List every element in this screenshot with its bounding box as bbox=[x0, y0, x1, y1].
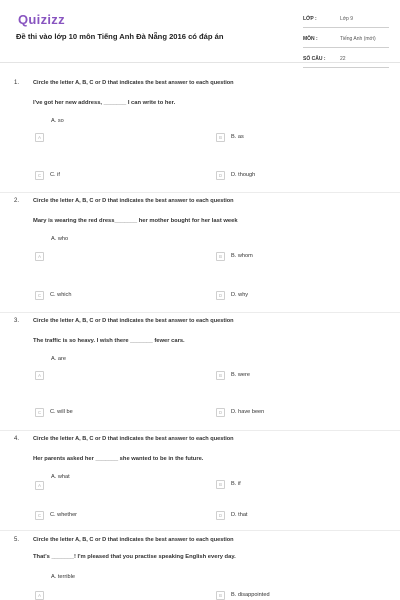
worksheet-header bbox=[0, 0, 400, 63]
worksheet-title: Đề thi vào lớp 10 môn Tiếng Anh Đà Nẵng 2016 có đáp án bbox=[16, 32, 224, 41]
answer-box-b[interactable]: B bbox=[216, 252, 225, 261]
meta-value: Tiếng Anh (mới) bbox=[340, 36, 376, 42]
answer-box-b[interactable]: B bbox=[216, 133, 225, 142]
option-a-label: A. are bbox=[51, 356, 66, 362]
question-instruction: Circle the letter A, B, C or D that indicates the best answer to each question bbox=[33, 436, 234, 442]
answer-box-d[interactable]: D bbox=[216, 171, 225, 180]
answer-box-d[interactable]: D bbox=[216, 408, 225, 417]
question-instruction: Circle the letter A, B, C or D that indicates the best answer to each question bbox=[33, 198, 234, 204]
answer-box-c[interactable]: C bbox=[35, 291, 44, 300]
meta-label: MÔN : bbox=[303, 36, 318, 42]
answer-box-a[interactable]: A bbox=[35, 133, 44, 142]
question-divider bbox=[0, 530, 400, 531]
answer-box-b[interactable]: B bbox=[216, 371, 225, 380]
answer-box-d[interactable]: D bbox=[216, 291, 225, 300]
question-instruction: Circle the letter A, B, C or D that indicates the best answer to each question bbox=[33, 318, 234, 324]
option-d-label: D. have been bbox=[231, 409, 265, 415]
question-divider bbox=[0, 192, 400, 193]
question-sentence: That's _______! I'm pleased that you practise speaking English every day. bbox=[33, 554, 236, 560]
question-instruction: Circle the letter A, B, C or D that indicates the best answer to each question bbox=[33, 80, 234, 86]
question-number: 4. bbox=[14, 436, 20, 442]
answer-box-c[interactable]: C bbox=[35, 511, 44, 520]
option-d-label: D. why bbox=[231, 292, 249, 298]
question-divider bbox=[0, 430, 400, 431]
question-number: 1. bbox=[14, 80, 20, 86]
option-a-label: A. so bbox=[51, 118, 64, 124]
answer-box-b[interactable]: B bbox=[216, 480, 225, 489]
question-instruction: Circle the letter A, B, C or D that indicates the best answer to each question bbox=[33, 537, 234, 543]
question-divider bbox=[0, 312, 400, 313]
option-b-label: B. if bbox=[231, 481, 241, 487]
worksheet-meta bbox=[303, 13, 389, 73]
question-sentence: I've got her new address, _______ I can write to her. bbox=[33, 100, 176, 106]
question-number: 2. bbox=[14, 198, 20, 204]
option-a-label: A. who bbox=[51, 236, 69, 242]
question-sentence: Her parents asked her _______ she wanted to be in the future. bbox=[33, 456, 204, 462]
answer-box-a[interactable]: A bbox=[35, 371, 44, 380]
option-a-label: A. what bbox=[51, 474, 70, 480]
option-b-label: B. whom bbox=[231, 253, 253, 259]
option-d-label: D. that bbox=[231, 512, 248, 518]
option-b-label: B. as bbox=[231, 134, 244, 140]
answer-box-c[interactable]: C bbox=[35, 408, 44, 417]
option-c-label: C. if bbox=[50, 172, 60, 178]
option-d-label: D. though bbox=[231, 172, 256, 178]
meta-label: SỐ CÂU : bbox=[303, 56, 326, 62]
question-number: 5. bbox=[14, 537, 20, 543]
meta-value: 22 bbox=[340, 56, 346, 62]
quizizz-logo: Quizizz bbox=[18, 12, 65, 27]
meta-row-class bbox=[303, 13, 389, 28]
answer-box-c[interactable]: C bbox=[35, 171, 44, 180]
answer-box-a[interactable]: A bbox=[35, 481, 44, 490]
question-sentence: The traffic is so heavy. I wish there _______ fewer cars. bbox=[33, 338, 185, 344]
option-b-label: B. were bbox=[231, 372, 250, 378]
question-sentence: Mary is wearing the red dress_______ her mother bought for her last week bbox=[33, 218, 238, 224]
question-number: 3. bbox=[14, 318, 20, 324]
meta-row-subject bbox=[303, 33, 389, 48]
option-c-label: C. whether bbox=[50, 512, 78, 518]
option-c-label: C. will be bbox=[50, 409, 73, 415]
answer-box-a[interactable]: A bbox=[35, 252, 44, 261]
meta-row-question-count bbox=[303, 53, 389, 68]
meta-label: LỚP : bbox=[303, 16, 317, 22]
meta-value: Lớp 9 bbox=[340, 16, 354, 22]
answer-box-d[interactable]: D bbox=[216, 511, 225, 520]
answer-box-a[interactable]: A bbox=[35, 591, 44, 600]
answer-box-b[interactable]: B bbox=[216, 591, 225, 600]
option-b-label: B. disappointed bbox=[231, 592, 270, 598]
option-a-label: A. terrible bbox=[51, 574, 75, 580]
option-c-label: C. which bbox=[50, 292, 72, 298]
